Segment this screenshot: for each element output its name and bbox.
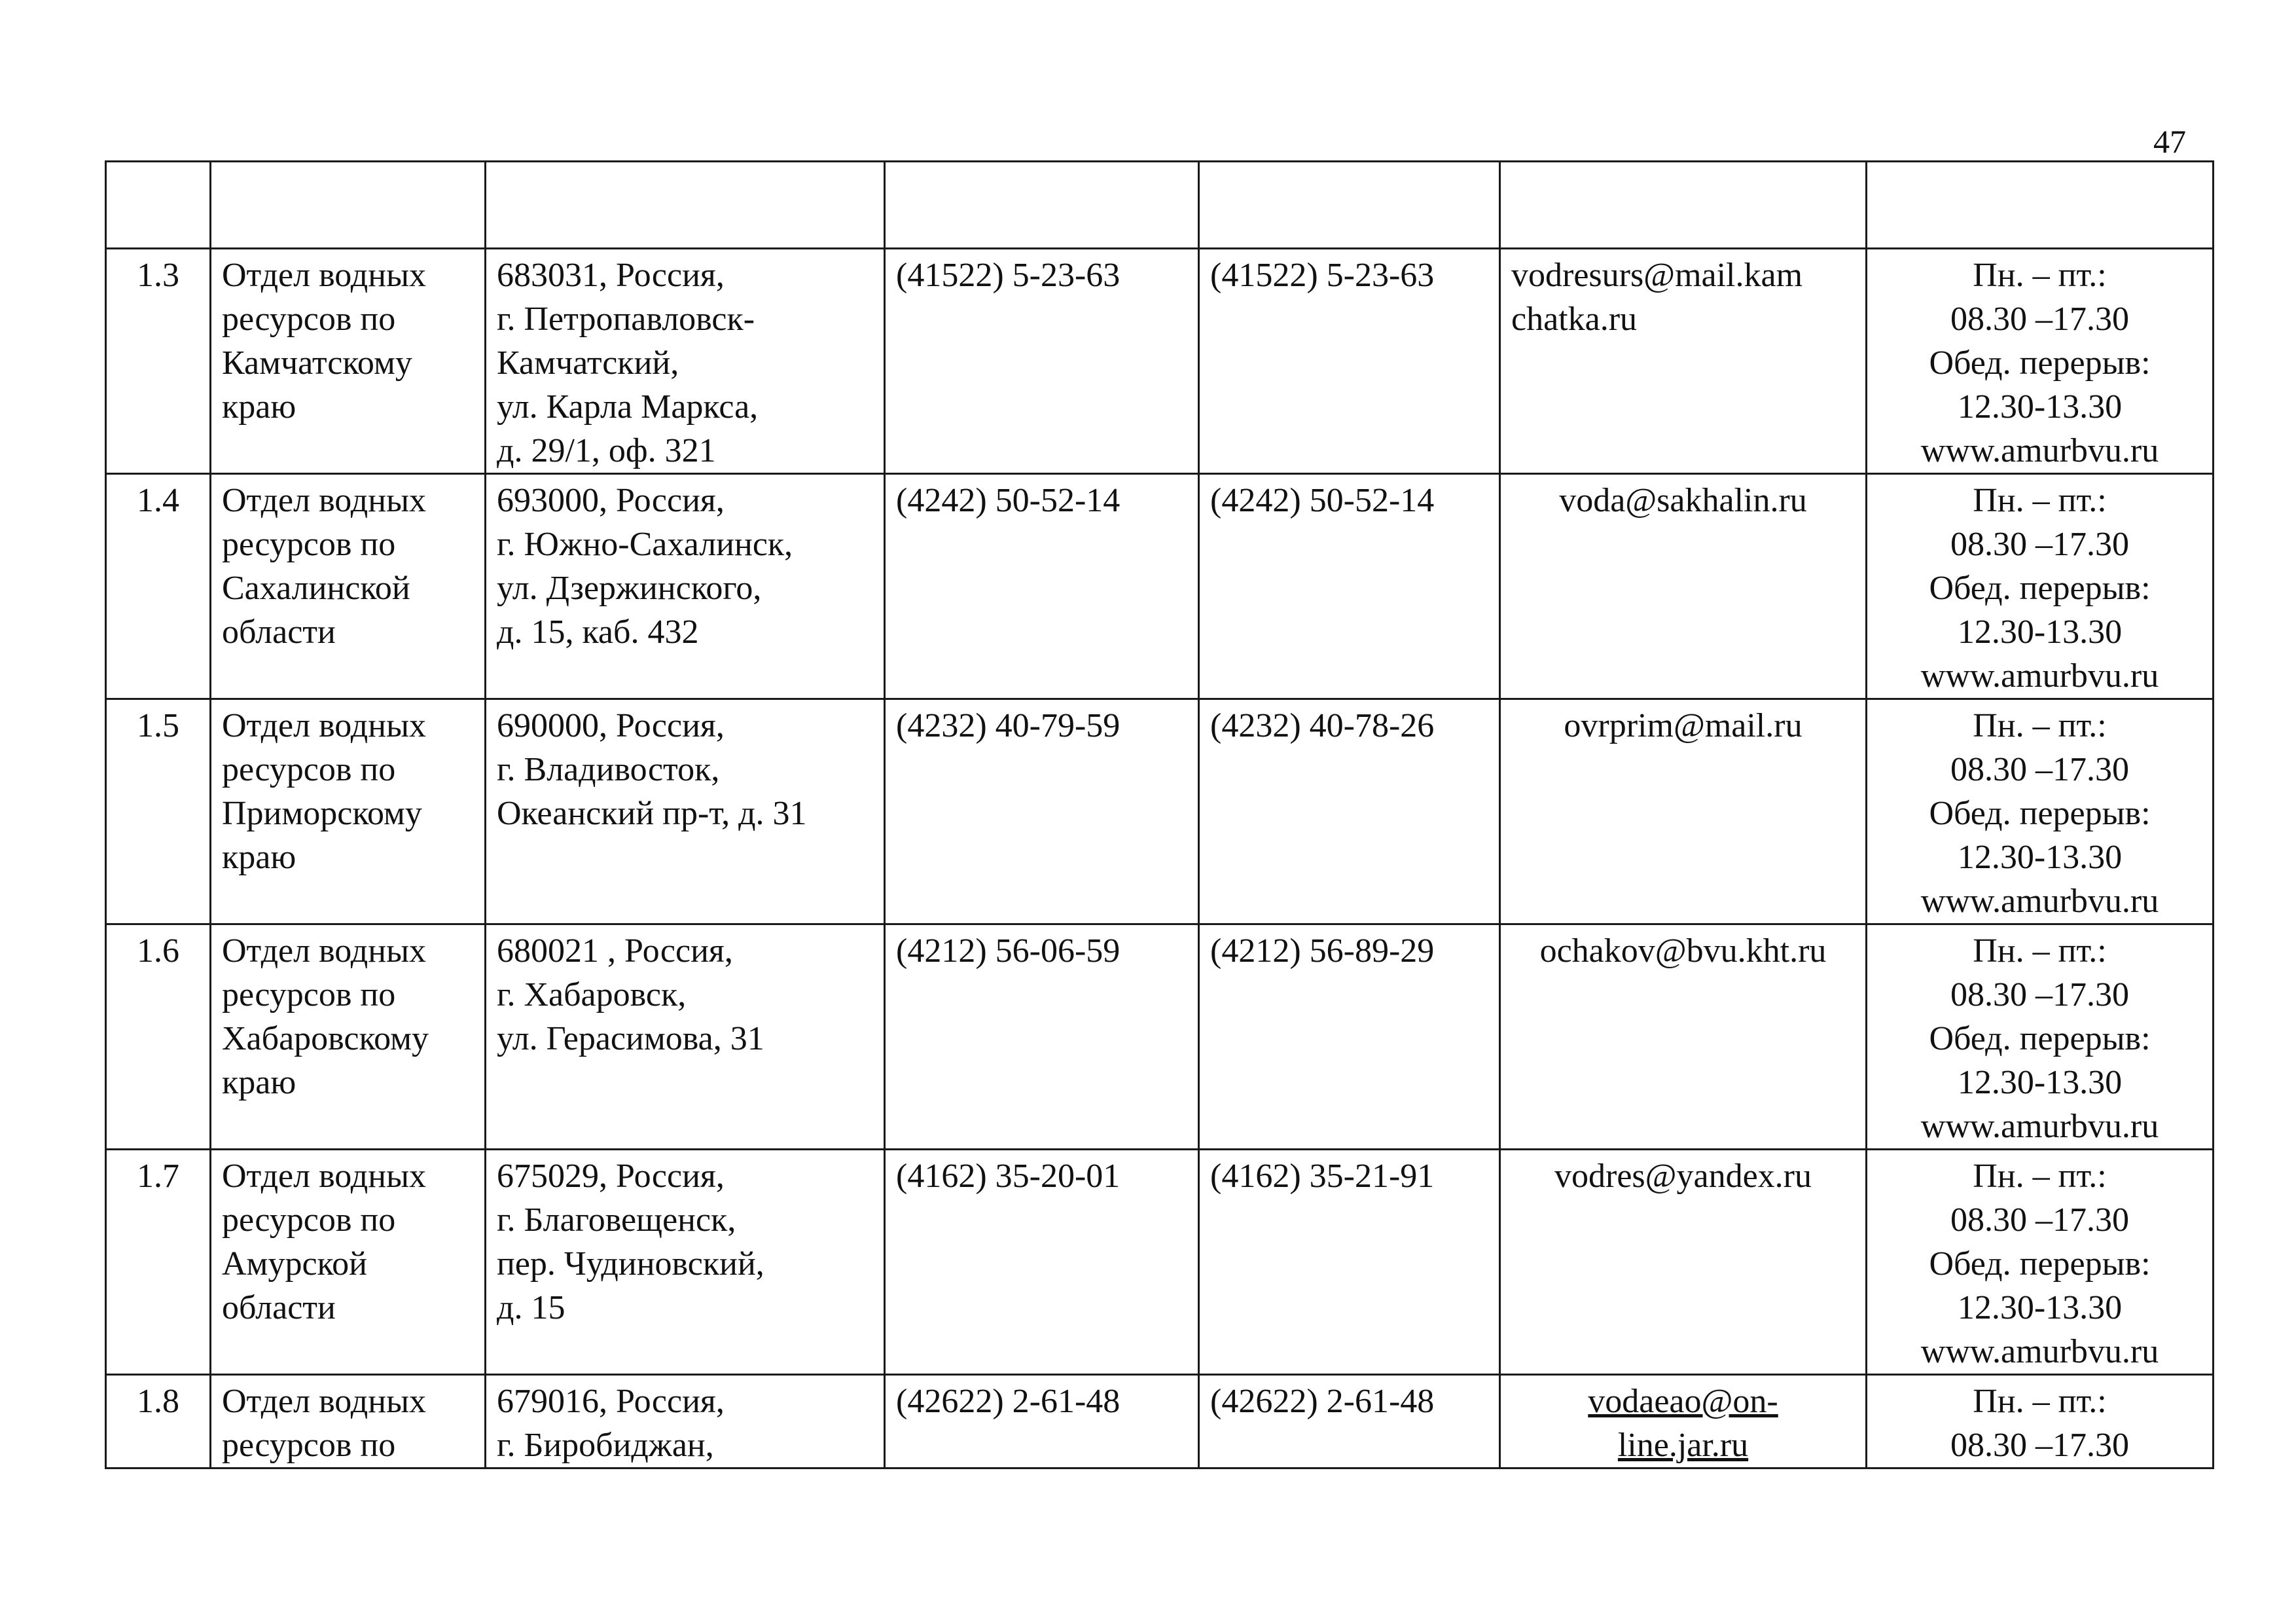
phone-cell: (4162) 35-20-01 [885, 1150, 1199, 1375]
fax-cell: (42622) 2-61-48 [1199, 1375, 1500, 1468]
email-link[interactable]: vodaeao@on- [1588, 1383, 1778, 1420]
department-line: ресурсов по [222, 301, 396, 338]
address-line: 675029, Россия, [497, 1158, 725, 1195]
department-line: ресурсов по [222, 1427, 396, 1464]
address-line: г. Хабаровск, [497, 976, 687, 1013]
email-cell [1500, 1150, 1867, 1375]
department-line: Отдел водных [222, 1158, 426, 1195]
row-number: 1.8 [106, 1375, 211, 1468]
email-line: voda@sakhalin.ru [1559, 482, 1807, 519]
row-number: 1.6 [106, 924, 211, 1150]
row-number: 1.7 [106, 1150, 211, 1375]
department-line: Приморскому [222, 795, 422, 832]
address-line: 693000, Россия, [497, 482, 725, 519]
address-line: ул. Дзержинского, [497, 570, 762, 607]
hours-line: 12.30-13.30 [1957, 839, 2123, 876]
address-cell [486, 1375, 885, 1468]
address-line: 683031, Россия, [497, 257, 725, 294]
hours-line: 08.30 –17.30 [1950, 1427, 2129, 1464]
address-line: г. Благовещенск, [497, 1201, 736, 1239]
address-cell [486, 249, 885, 474]
address-line: Камчатский, [497, 344, 679, 382]
department-line: Хабаровскому [222, 1020, 429, 1057]
email-cell [1500, 249, 1867, 474]
hours-line: Обед. перерыв: [1929, 795, 2151, 832]
department-cell [211, 924, 486, 1150]
address-line: г. Владивосток, [497, 751, 720, 788]
table-row [106, 249, 2214, 474]
hours-line: 08.30 –17.30 [1950, 976, 2129, 1013]
department-line: Отдел водных [222, 257, 426, 294]
department-cell [211, 474, 486, 699]
phone-cell: (4242) 50-52-14 [885, 474, 1199, 699]
address-line: г. Биробиджан, [497, 1427, 714, 1464]
phone-cell: (42622) 2-61-48 [885, 1375, 1199, 1468]
hours-line: 12.30-13.30 [1957, 388, 2123, 426]
hours-line: Пн. – пт.: [1973, 1158, 2107, 1195]
fax-cell: (4162) 35-21-91 [1199, 1150, 1500, 1375]
department-line: Камчатскому [222, 344, 412, 382]
department-line: Отдел водных [222, 932, 426, 970]
header-cell [1199, 162, 1500, 249]
address-line: ул. Герасимова, 31 [497, 1020, 764, 1057]
hours-line: 08.30 –17.30 [1950, 751, 2129, 788]
table-row [106, 1150, 2214, 1375]
department-line: краю [222, 388, 296, 426]
hours-line: 12.30-13.30 [1957, 1289, 2123, 1326]
department-cell [211, 249, 486, 474]
hours-line: 08.30 –17.30 [1950, 301, 2129, 338]
department-line: ресурсов по [222, 1201, 396, 1239]
header-cell [486, 162, 885, 249]
website-text: www.amurbvu.ru [1920, 883, 2159, 920]
department-cell [211, 699, 486, 924]
hours-line: Пн. – пт.: [1973, 257, 2107, 294]
department-line: краю [222, 839, 296, 876]
table-row [106, 474, 2214, 699]
hours-cell [1867, 1150, 2214, 1375]
email-cell [1500, 474, 1867, 699]
email-cell [1500, 699, 1867, 924]
address-line: 679016, Россия, [497, 1383, 725, 1420]
department-line: Отдел водных [222, 482, 426, 519]
department-line: ресурсов по [222, 751, 396, 788]
hours-line: Пн. – пт.: [1973, 707, 2107, 744]
header-cell [106, 162, 211, 249]
hours-line: 12.30-13.30 [1957, 1064, 2123, 1101]
email-line: chatka.ru [1511, 301, 1638, 338]
department-line: краю [222, 1064, 296, 1101]
hours-line: Пн. – пт.: [1973, 1383, 2107, 1420]
address-line: ул. Карла Маркса, [497, 388, 759, 426]
department-line: Амурской [222, 1245, 367, 1283]
website-text: www.amurbvu.ru [1920, 1333, 2159, 1370]
email-link[interactable]: line.jar.ru [1617, 1427, 1749, 1464]
table-header-row [106, 162, 2214, 249]
email-line: ochakov@bvu.kht.ru [1539, 932, 1827, 970]
department-cell [211, 1150, 486, 1375]
email-line: ovrprim@mail.ru [1564, 707, 1803, 744]
hours-cell [1867, 924, 2214, 1150]
address-line: д. 29/1, оф. 321 [497, 432, 716, 469]
header-cell [211, 162, 486, 249]
fax-cell: (41522) 5-23-63 [1199, 249, 1500, 474]
email-line: vodres@yandex.ru [1554, 1158, 1812, 1195]
department-cell [211, 1375, 486, 1468]
address-line: 680021 , Россия, [497, 932, 733, 970]
fax-cell: (4212) 56-89-29 [1199, 924, 1500, 1150]
hours-cell [1867, 1375, 2214, 1468]
address-line: д. 15, каб. 432 [497, 613, 699, 651]
phone-cell: (41522) 5-23-63 [885, 249, 1199, 474]
department-line: Отдел водных [222, 707, 426, 744]
address-line: г. Южно-Сахалинск, [497, 526, 793, 563]
address-line: д. 15 [497, 1289, 565, 1326]
department-line: Сахалинской [222, 570, 410, 607]
hours-line: 08.30 –17.30 [1950, 1201, 2129, 1239]
hours-line: Пн. – пт.: [1973, 482, 2107, 519]
page-number: 47 [2153, 123, 2186, 160]
header-cell [1500, 162, 1867, 249]
website-text: www.amurbvu.ru [1920, 657, 2159, 695]
header-cell [1867, 162, 2214, 249]
contacts-table [105, 160, 2214, 1469]
address-line: пер. Чудиновский, [497, 1245, 764, 1283]
row-number: 1.3 [106, 249, 211, 474]
email-line: vodresurs@mail.kam [1511, 257, 1803, 294]
address-line: 690000, Россия, [497, 707, 725, 744]
hours-cell [1867, 249, 2214, 474]
table-row [106, 924, 2214, 1150]
address-cell [486, 474, 885, 699]
hours-cell [1867, 474, 2214, 699]
department-line: ресурсов по [222, 526, 396, 563]
website-text: www.amurbvu.ru [1920, 1108, 2159, 1145]
address-line: Океанский пр-т, д. 31 [497, 795, 807, 832]
website-text: www.amurbvu.ru [1920, 432, 2159, 469]
table-row [106, 1375, 2214, 1468]
hours-line: Обед. перерыв: [1929, 1245, 2151, 1283]
email-cell [1500, 1375, 1867, 1468]
row-number: 1.4 [106, 474, 211, 699]
hours-line: Обед. перерыв: [1929, 1020, 2151, 1057]
fax-cell: (4242) 50-52-14 [1199, 474, 1500, 699]
header-cell [885, 162, 1199, 249]
hours-cell [1867, 699, 2214, 924]
department-line: области [222, 613, 336, 651]
hours-line: Обед. перерыв: [1929, 344, 2151, 382]
row-number: 1.5 [106, 699, 211, 924]
hours-line: Пн. – пт.: [1973, 932, 2107, 970]
hours-line: 12.30-13.30 [1957, 613, 2123, 651]
address-cell [486, 1150, 885, 1375]
address-cell [486, 699, 885, 924]
address-cell [486, 924, 885, 1150]
table-row [106, 699, 2214, 924]
hours-line: 08.30 –17.30 [1950, 526, 2129, 563]
address-line: г. Петропавловск- [497, 301, 755, 338]
phone-cell: (4212) 56-06-59 [885, 924, 1199, 1150]
email-cell [1500, 924, 1867, 1150]
phone-cell: (4232) 40-79-59 [885, 699, 1199, 924]
department-line: ресурсов по [222, 976, 396, 1013]
fax-cell: (4232) 40-78-26 [1199, 699, 1500, 924]
department-line: Отдел водных [222, 1383, 426, 1420]
hours-line: Обед. перерыв: [1929, 570, 2151, 607]
department-line: области [222, 1289, 336, 1326]
